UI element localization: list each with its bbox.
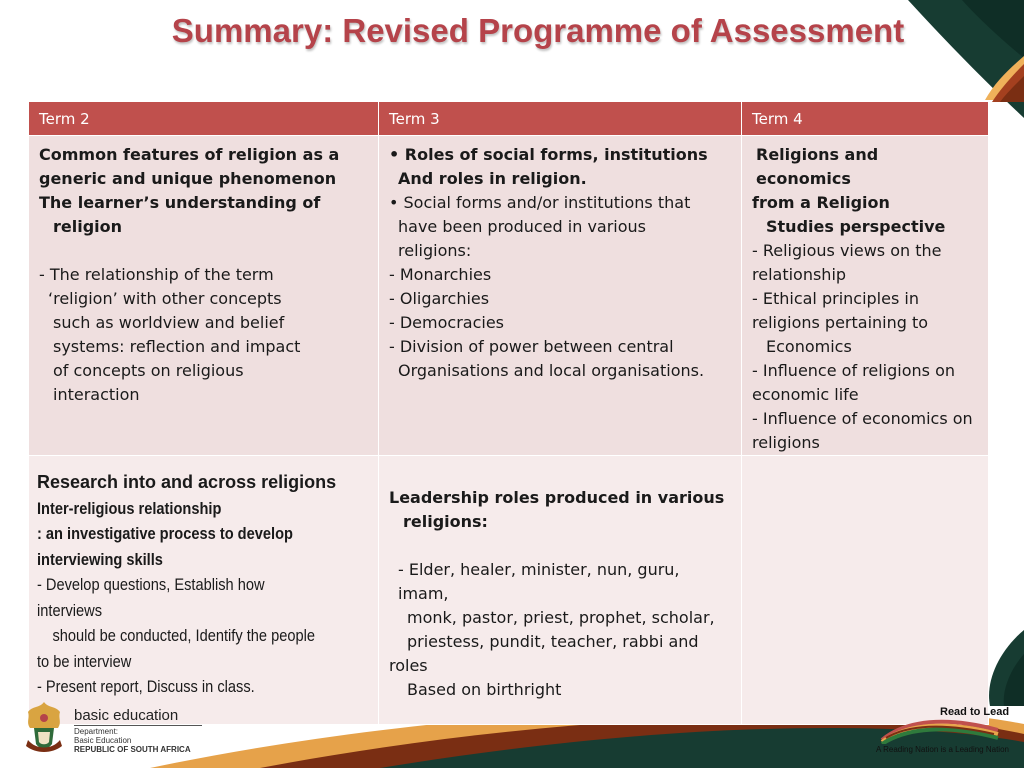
- topic-heading-line: • Roles of social forms, institutions: [389, 145, 708, 164]
- project-subheading-line: interviewing skills: [37, 549, 163, 569]
- department-line: Department:: [74, 727, 119, 736]
- content-line: such as worldview and belief: [53, 313, 285, 332]
- content-line: have been produced in various: [398, 217, 646, 236]
- content-line: Economics: [766, 337, 852, 356]
- content-line: Based on birthright: [407, 680, 562, 699]
- content-line: - Develop questions, Establish how: [37, 575, 265, 594]
- project-heading: Research into and across religions: [37, 472, 337, 492]
- campaign-title: Read to Lead: [940, 706, 1010, 718]
- cell-term-2-topic: [29, 136, 379, 456]
- topic-heading-line: And roles in religion.: [398, 169, 587, 188]
- content-line: religions:: [398, 241, 472, 260]
- content-line: interviews: [37, 600, 103, 620]
- content-line: - The relationship of the term: [39, 265, 274, 284]
- content-line: of concepts on religious: [53, 361, 244, 380]
- department-logo: [22, 700, 191, 758]
- column-header-term-4: Term 4: [742, 102, 989, 136]
- department-line: Basic Education: [74, 736, 132, 745]
- department-details: [74, 727, 191, 754]
- cell-term-4-empty: [742, 456, 989, 725]
- content-line: religions pertaining to: [752, 313, 929, 332]
- content-line: monk, pastor, priest, prophet, scholar,: [407, 608, 715, 627]
- content-line: systems: reflection and impact: [53, 337, 301, 356]
- content-line: • Social forms and/or institutions that: [389, 193, 691, 212]
- project-heading-line: religions:: [403, 512, 488, 531]
- content-line: - Ethical principles in: [752, 289, 919, 308]
- coat-of-arms-icon: [22, 700, 66, 754]
- content-line: - Religious views on the: [752, 241, 942, 260]
- cell-term-3-topic: [379, 136, 742, 456]
- content-line: - Elder, healer, minister, nun, guru, imam,: [398, 560, 680, 603]
- content-line: ‘religion’ with other concepts: [48, 289, 282, 308]
- column-header-term-2: Term 2: [29, 102, 379, 136]
- page-title: Summary: Revised Programme of Assessment: [171, 12, 905, 49]
- topic-heading-line: Common features of religion as a: [39, 145, 340, 164]
- content-line: interaction: [53, 385, 140, 404]
- project-subheading-line: : an investigative process to develop: [37, 524, 293, 543]
- topic-heading-line: Religions and economics: [756, 145, 879, 188]
- content-line: relationship: [752, 265, 847, 284]
- content-line: priestess, pundit, teacher, rabbi and: [407, 632, 699, 651]
- table-row: [29, 456, 989, 725]
- content-line: - Influence of religions on: [752, 361, 955, 380]
- content-line: to be interview: [37, 651, 132, 671]
- topic-heading-line: from a Religion: [752, 193, 890, 212]
- content-line: should be conducted, Identify the people: [52, 626, 316, 645]
- assessment-table: [28, 101, 989, 725]
- content-line: - Influence of economics on: [752, 409, 973, 428]
- content-line: economic life: [752, 385, 859, 404]
- department-name: basic education: [74, 707, 179, 724]
- table-row: [29, 136, 989, 456]
- cell-term-4-topic: [742, 136, 989, 456]
- campaign-tagline: A Reading Nation is a Leading Nation: [876, 745, 1009, 754]
- content-line: religions: [752, 433, 820, 452]
- project-heading-line: Leadership roles produced in various: [389, 488, 725, 507]
- content-line: - Democracies: [389, 313, 504, 332]
- topic-heading-line: The learner’s understanding of: [39, 193, 321, 212]
- open-book-icon: [876, 708, 1004, 744]
- column-header-term-3: Term 3: [379, 102, 742, 136]
- content-line: - Present report, Discuss in class.: [37, 677, 255, 696]
- content-line: - Monarchies: [389, 265, 492, 284]
- project-subheading-line: Inter-religious relationship: [37, 498, 222, 518]
- department-line: REPUBLIC OF SOUTH AFRICA: [74, 745, 191, 754]
- cell-term-3-project: [379, 456, 742, 725]
- content-line: roles: [389, 656, 428, 675]
- table-header-row: [29, 102, 989, 136]
- topic-heading-line: Studies perspective: [766, 217, 946, 236]
- content-line: - Division of power between central: [389, 337, 674, 356]
- topic-heading-line: religion: [53, 217, 123, 236]
- content-line: Organisations and local organisations.: [398, 361, 705, 380]
- content-line: - Oligarchies: [389, 289, 490, 308]
- topic-heading-line: generic and unique phenomenon: [39, 169, 337, 188]
- cell-term-2-project: [29, 456, 379, 725]
